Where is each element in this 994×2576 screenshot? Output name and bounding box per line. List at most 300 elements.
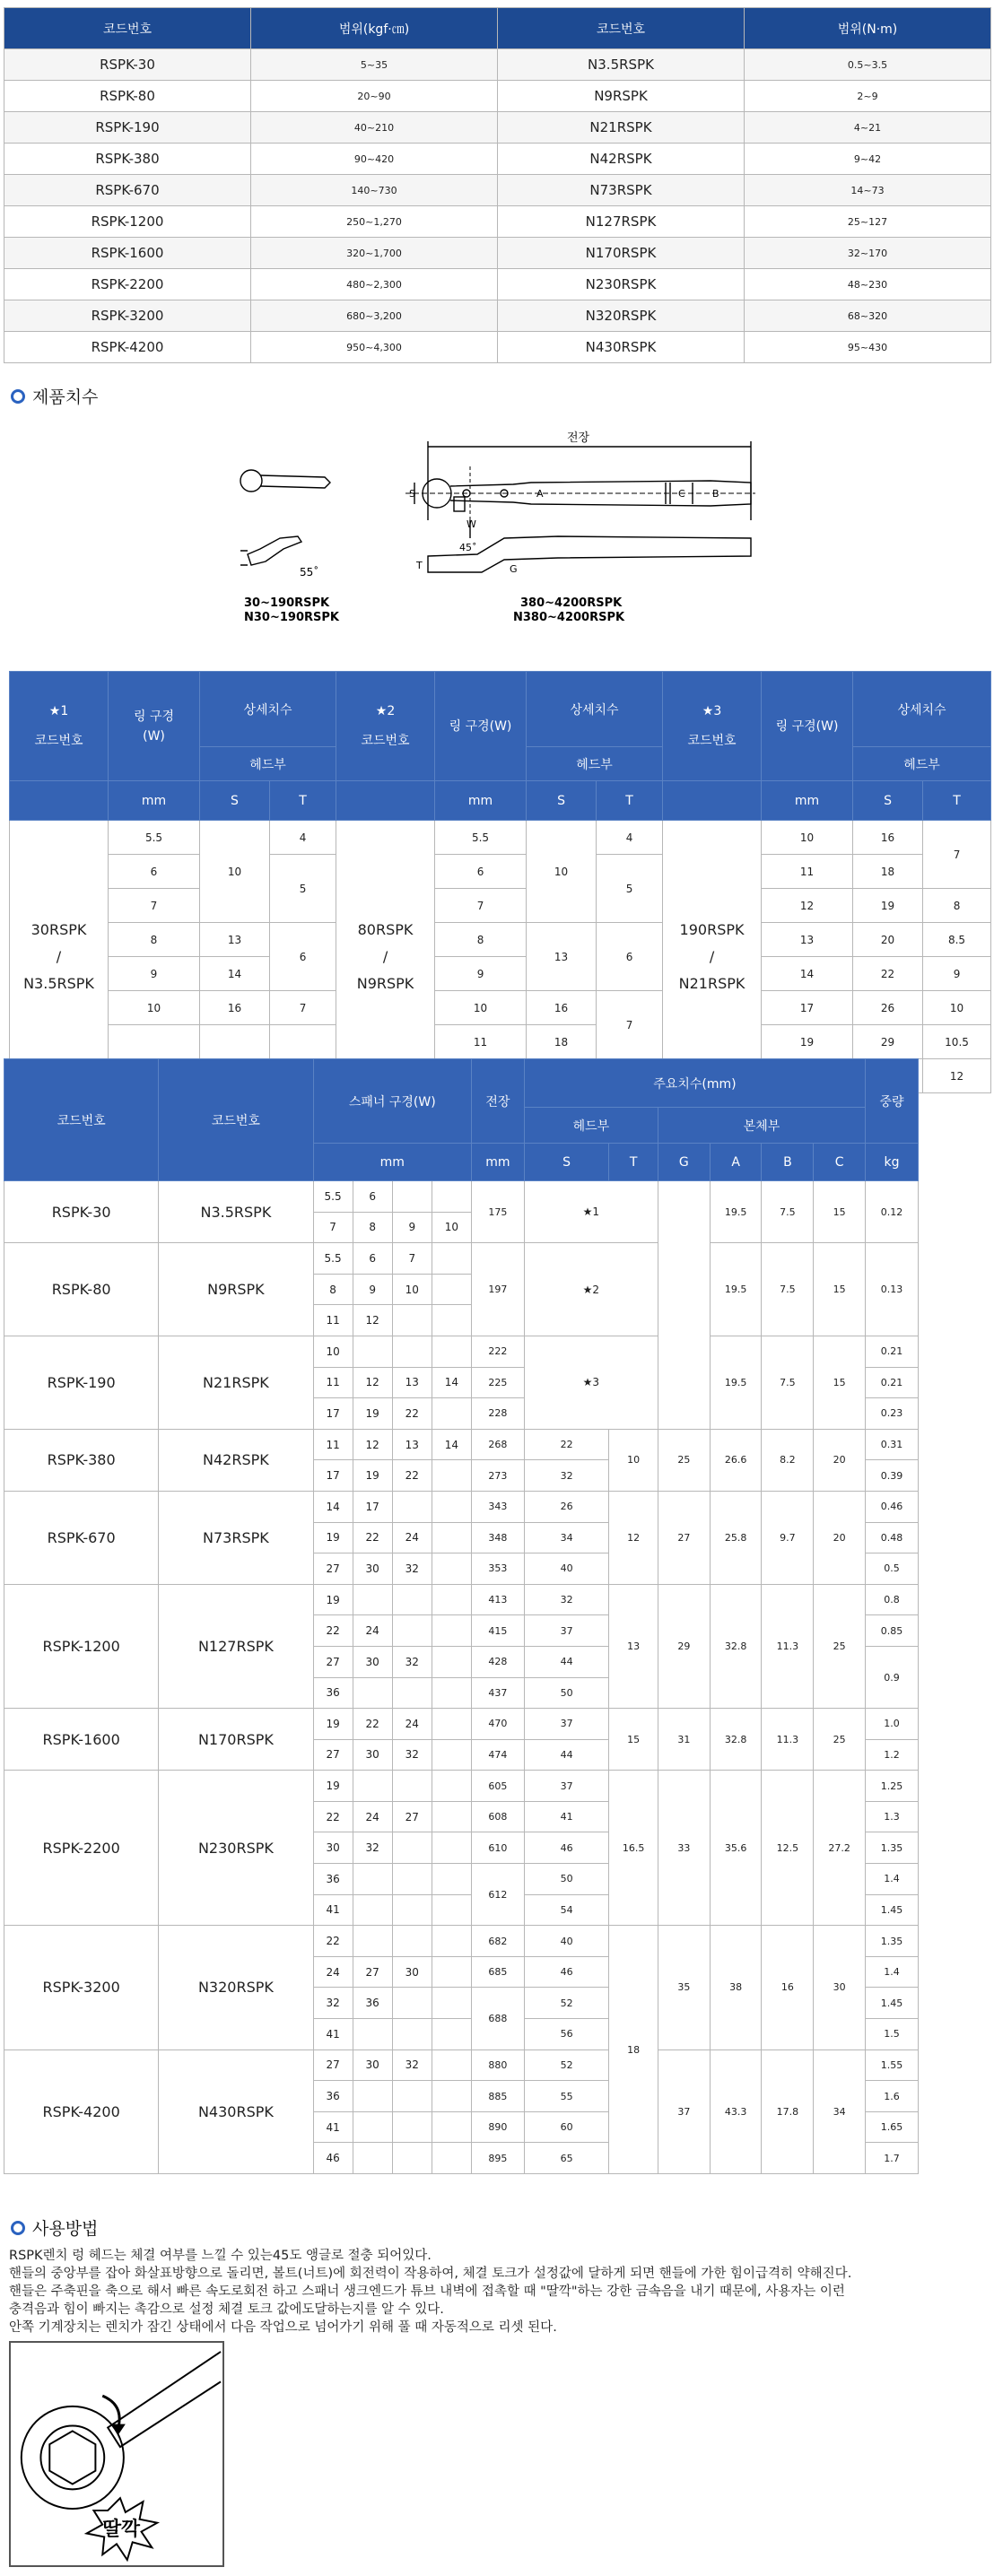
range-kgf: 950~4,300 [251, 332, 498, 363]
spanner-cell: 19 [313, 1771, 353, 1802]
length-cell: 612 [472, 1864, 525, 1926]
label-a: A [536, 488, 544, 500]
s-cell: 56 [524, 2019, 609, 2050]
main-header-mm: mm [313, 1144, 471, 1181]
spanner-cell [432, 2143, 471, 2174]
weight-cell: 1.2 [866, 1739, 919, 1771]
range-row [4, 238, 991, 269]
spanner-cell: 10 [392, 1274, 432, 1305]
weight-cell: 0.8 [866, 1584, 919, 1615]
s-cell: 52 [524, 2049, 609, 2081]
range-nm: 48~230 [745, 269, 991, 300]
c-cell: 15 [814, 1243, 866, 1336]
spanner-cell [432, 1615, 471, 1647]
length-cell: 895 [472, 2143, 525, 2174]
spanner-cell: 8 [353, 1212, 392, 1243]
spanner-cell: 30 [392, 1956, 432, 1988]
range-code-n: N170RSPK [498, 238, 745, 269]
spanner-cell: 13 [392, 1429, 432, 1460]
label-c: C [678, 488, 685, 500]
b-cell: 11.3 [762, 1709, 814, 1771]
spanner-cell [353, 2019, 392, 2050]
main-code1: RSPK-190 [4, 1336, 159, 1429]
spanner-cell: 11 [313, 1367, 353, 1398]
main-header-s: S [524, 1144, 609, 1181]
main-row [4, 1491, 919, 1522]
label-b: B [712, 488, 719, 500]
spanner-cell: 17 [353, 1491, 392, 1522]
main-code1: RSPK-380 [4, 1429, 159, 1491]
mm-header: mm [435, 781, 527, 821]
b-cell: 12.5 [762, 1771, 814, 1926]
weight-cell: 0.12 [866, 1181, 919, 1243]
code-1: 30RSPK [31, 920, 87, 938]
ring-cell: 7 [109, 889, 200, 923]
s-cell: 26 [524, 1491, 609, 1522]
code-blank-header [336, 781, 435, 821]
c-cell: 15 [814, 1181, 866, 1243]
spanner-cell: 27 [392, 1801, 432, 1832]
code-1: 80RSPK [357, 920, 414, 938]
main-header-a: A [710, 1144, 762, 1181]
code-slash: / [56, 947, 62, 965]
spanner-cell: 41 [313, 1894, 353, 1926]
main-row [4, 1429, 919, 1460]
spanner-cell: 36 [313, 1864, 353, 1895]
t-header: T [597, 781, 663, 821]
ring-cell: 11 [435, 1025, 527, 1059]
t-cell: 18 [609, 1926, 658, 2174]
length-cell: 890 [472, 2111, 525, 2143]
t-cell: 4 [270, 821, 336, 855]
range-row [4, 206, 991, 238]
label-s: S [409, 488, 415, 500]
spanner-cell [392, 2019, 432, 2050]
a-cell: 19.5 [710, 1181, 762, 1243]
spanner-cell: 24 [392, 1522, 432, 1553]
ring-header [435, 672, 527, 781]
ring-cell: 5.5 [109, 821, 200, 855]
range-nm: 2~9 [745, 81, 991, 112]
spanner-cell: 22 [313, 1926, 353, 1957]
main-header-head: 헤드부 [524, 1108, 658, 1144]
main-row [4, 1243, 919, 1275]
spanner-cell [432, 1646, 471, 1677]
head-part-header: 헤드부 [200, 747, 336, 781]
main-header-mm2: mm [472, 1144, 525, 1181]
s-cell: 16 [200, 991, 270, 1025]
main-header-kg: kg [866, 1144, 919, 1181]
length-cell: 175 [472, 1181, 525, 1243]
spanner-cell: 30 [353, 1739, 392, 1771]
t-cell: 5 [270, 855, 336, 923]
weight-cell: 1.6 [866, 2081, 919, 2112]
length-cell: 222 [472, 1336, 525, 1367]
main-row [4, 1181, 919, 1213]
spanner-cell [392, 1988, 432, 2019]
s-cell: 55 [524, 2081, 609, 2112]
head-code-cell [10, 821, 109, 1093]
usage-title: 사용방법 [32, 2219, 99, 2239]
spanner-cell [432, 1771, 471, 1802]
t-cell: 10 [923, 991, 991, 1025]
small-wrench-drawing [240, 470, 330, 565]
c-cell: 25 [814, 1584, 866, 1708]
g-cell: 27 [658, 1491, 710, 1584]
spanner-cell: 24 [392, 1709, 432, 1740]
spanner-cell [432, 2049, 471, 2081]
s-cell: 40 [524, 1926, 609, 1957]
ring-cell: 10 [762, 821, 853, 855]
s-cell: 44 [524, 1646, 609, 1677]
dimensions-section-heading [11, 384, 98, 408]
main-code2: N42RSPK [159, 1429, 313, 1491]
main-code2: N21RSPK [159, 1336, 313, 1429]
large-caption-2: N380~4200RSPK [513, 611, 625, 624]
spanner-cell [392, 1864, 432, 1895]
click-sound-label: 딸깍 [102, 2518, 141, 2541]
t-cell: 8 [923, 889, 991, 923]
c-cell: 20 [814, 1429, 866, 1491]
length-cell: 608 [472, 1801, 525, 1832]
main-header-weight: 중량 [866, 1059, 919, 1144]
t-cell: 12 [609, 1491, 658, 1584]
spanner-cell: 36 [353, 1988, 392, 2019]
t-cell: 5 [597, 855, 663, 923]
weight-cell: 0.21 [866, 1336, 919, 1367]
spanner-cell: 7 [313, 1212, 353, 1243]
spanner-cell: 12 [353, 1367, 392, 1398]
a-cell: 43.3 [710, 2049, 762, 2173]
range-kgf: 680~3,200 [251, 300, 498, 332]
spanner-cell [432, 1398, 471, 1430]
c-cell: 15 [814, 1336, 866, 1429]
s-cell: 26 [853, 991, 923, 1025]
spanner-cell: 5.5 [313, 1243, 353, 1275]
range-row [4, 175, 991, 206]
spanner-cell: 6 [353, 1243, 392, 1275]
head-row [10, 991, 991, 1025]
main-row [4, 1771, 919, 1802]
head-row [10, 821, 991, 855]
main-code2: N73RSPK [159, 1491, 313, 1584]
t-cell: 16.5 [609, 1771, 658, 1926]
ring-cell: 14 [762, 957, 853, 991]
range-kgf: 250~1,270 [251, 206, 498, 238]
spanner-cell: 22 [392, 1398, 432, 1430]
range-header-nm: 범위(N·m) [745, 8, 991, 49]
ring-cell [109, 1025, 200, 1059]
s-cell: 65 [524, 2143, 609, 2174]
s-cell [200, 1025, 270, 1059]
code-2: N21RSPK [678, 974, 746, 992]
length-cell: 437 [472, 1677, 525, 1709]
ring-cell: 7 [435, 889, 527, 923]
spanner-cell: 30 [353, 1553, 392, 1585]
spanner-cell: 30 [313, 1832, 353, 1864]
b-cell: 17.8 [762, 2049, 814, 2173]
weight-cell: 0.48 [866, 1522, 919, 1553]
range-code-n: N320RSPK [498, 300, 745, 332]
spanner-cell: 32 [392, 1739, 432, 1771]
spanner-cell: 11 [313, 1429, 353, 1460]
weight-cell: 0.46 [866, 1491, 919, 1522]
length-cell: 685 [472, 1956, 525, 1988]
s-cell: 44 [524, 1739, 609, 1771]
spanner-cell: 32 [392, 1553, 432, 1585]
spanner-cell [353, 1926, 392, 1957]
spanner-cell [392, 2143, 432, 2174]
range-code: RSPK-1200 [4, 206, 251, 238]
spanner-cell [392, 1677, 432, 1709]
code-blank-header [663, 781, 762, 821]
main-header-row-1 [4, 1059, 919, 1108]
a-cell: 19.5 [710, 1243, 762, 1336]
range-kgf: 140~730 [251, 175, 498, 206]
b-cell: 11.3 [762, 1584, 814, 1708]
range-row [4, 49, 991, 81]
ring-cell: 8 [435, 923, 527, 957]
spanner-cell [353, 1864, 392, 1895]
head-part-header: 헤드부 [527, 747, 663, 781]
ring-cell: 10 [435, 991, 527, 1025]
spanner-cell [432, 2081, 471, 2112]
main-code1: RSPK-1200 [4, 1584, 159, 1708]
spanner-cell [353, 1894, 392, 1926]
g-cell [658, 1181, 710, 1430]
range-header-row [4, 8, 991, 49]
weight-cell: 0.13 [866, 1243, 919, 1336]
b-cell: 9.7 [762, 1491, 814, 1584]
ring-cell: 10 [109, 991, 200, 1025]
small-caption-2: N30~190RSPK [244, 611, 339, 624]
head-code-header [10, 672, 109, 781]
usage-section-heading [11, 2215, 98, 2240]
spanner-cell [432, 1801, 471, 1832]
main-dimensions-table [4, 1058, 919, 2174]
range-nm: 32~170 [745, 238, 991, 269]
range-nm: 0.5~3.5 [745, 49, 991, 81]
spanner-cell: 22 [392, 1460, 432, 1492]
range-code-n: N21RSPK [498, 112, 745, 144]
code-label: 코드번호 [361, 733, 410, 748]
t-cell: 6 [597, 923, 663, 991]
spanner-cell [432, 1460, 471, 1492]
length-cell: 415 [472, 1615, 525, 1647]
range-code-n: N430RSPK [498, 332, 745, 363]
a-cell: 26.6 [710, 1429, 762, 1491]
main-header-body: 본체부 [658, 1108, 865, 1144]
spanner-cell: 10 [313, 1336, 353, 1367]
spanner-cell: 30 [353, 2049, 392, 2081]
weight-cell: 1.55 [866, 2049, 919, 2081]
spanner-cell: 12 [353, 1305, 392, 1336]
head-row [10, 889, 991, 923]
spanner-cell: 14 [432, 1367, 471, 1398]
spanner-cell: 41 [313, 2111, 353, 2143]
spanner-cell: 19 [313, 1522, 353, 1553]
spanner-cell: 30 [353, 1646, 392, 1677]
head-code-header [663, 672, 762, 781]
range-kgf: 40~210 [251, 112, 498, 144]
range-code-n: N42RSPK [498, 144, 745, 175]
s-cell: 29 [853, 1025, 923, 1059]
range-row [4, 144, 991, 175]
main-code1: RSPK-1600 [4, 1709, 159, 1771]
code-2: N3.5RSPK [23, 974, 94, 992]
head-code-cell [663, 821, 762, 1093]
length-cell: 268 [472, 1429, 525, 1460]
a-cell: 32.8 [710, 1709, 762, 1771]
main-header-t: T [609, 1144, 658, 1181]
range-row [4, 112, 991, 144]
spanner-cell: 9 [392, 1212, 432, 1243]
main-code1: RSPK-2200 [4, 1771, 159, 1926]
arrowhead-icon [111, 2424, 126, 2435]
t-cell: 15 [609, 1709, 658, 1771]
ring-cell: 13 [762, 923, 853, 957]
spanner-cell [353, 1677, 392, 1709]
range-code-n: N230RSPK [498, 269, 745, 300]
length-cell: 885 [472, 2081, 525, 2112]
head-detail-table [9, 671, 991, 1093]
label-g: G [510, 563, 518, 575]
code-label: 코드번호 [687, 733, 737, 748]
weight-cell: 0.21 [866, 1367, 919, 1398]
spanner-cell: 27 [313, 1646, 353, 1677]
spanner-cell [432, 1956, 471, 1988]
length-cell: 474 [472, 1739, 525, 1771]
spanner-cell: 14 [313, 1491, 353, 1522]
weight-cell: 1.65 [866, 2111, 919, 2143]
spanner-cell [432, 1894, 471, 1926]
ring-cell: 9 [435, 957, 527, 991]
spanner-cell: 13 [392, 1367, 432, 1398]
spanner-cell [432, 1181, 471, 1213]
ring-cell: 12 [762, 889, 853, 923]
spanner-cell [392, 1181, 432, 1213]
usage-line: 핸들은 주축핀을 축으로 해서 빠른 속도로회전 하고 스패너 생크엔드가 튜브 내벽에 접촉할 때 "딸깍"하는 강한 금속음을 내기 때문에, 사용자는 이런 [9, 2284, 845, 2299]
spanner-cell [392, 1894, 432, 1926]
head-row [10, 923, 991, 957]
main-code1: RSPK-4200 [4, 2049, 159, 2173]
spanner-cell: 27 [313, 1739, 353, 1771]
b-cell: 8.2 [762, 1429, 814, 1491]
spanner-cell: 41 [313, 2019, 353, 2050]
angle-45-label: 45˚ [459, 542, 477, 553]
range-code-n: N3.5RSPK [498, 49, 745, 81]
label-w: W [466, 518, 476, 530]
t-cell: 9 [923, 957, 991, 991]
weight-cell: 1.35 [866, 1832, 919, 1864]
s-cell: 32 [524, 1460, 609, 1492]
spanner-cell: 19 [353, 1460, 392, 1492]
range-row [4, 269, 991, 300]
s-cell: 22 [853, 957, 923, 991]
spanner-cell [432, 1739, 471, 1771]
spanner-cell: 32 [313, 1988, 353, 2019]
range-kgf: 320~1,700 [251, 238, 498, 269]
code-1: 190RSPK [679, 920, 745, 938]
head-row [10, 855, 991, 889]
t-cell: 10 [609, 1429, 658, 1491]
s-cell: 34 [524, 1522, 609, 1553]
b-cell: 7.5 [762, 1243, 814, 1336]
spanner-cell [432, 1305, 471, 1336]
head-part-header: 헤드부 [853, 747, 991, 781]
ring-header [762, 672, 853, 781]
s-cell: 46 [524, 1956, 609, 1988]
spanner-cell [432, 1926, 471, 1957]
spanner-cell: 36 [313, 1677, 353, 1709]
length-cell: 880 [472, 2049, 525, 2081]
main-header-code2: 코드번호 [159, 1059, 313, 1181]
main-code2: N170RSPK [159, 1709, 313, 1771]
t-cell: 7 [270, 991, 336, 1025]
main-code2: N230RSPK [159, 1771, 313, 1926]
main-code2: N320RSPK [159, 1926, 313, 2049]
ring-label: 링 구경(W) [775, 718, 839, 734]
spanner-cell: 32 [392, 2049, 432, 2081]
a-cell: 35.6 [710, 1771, 762, 1926]
main-code1: RSPK-3200 [4, 1926, 159, 2049]
usage-line: 핸들의 중앙부를 잡아 화살표방향으로 돌리면, 볼트(너트)에 회전력이 작용하여, 체결 토크가 설정값에 달하게 되면 핸들에 가한 힘이급격히 약해진다. [9, 2267, 852, 2281]
s-cell: 37 [524, 1771, 609, 1802]
spanner-cell [432, 1274, 471, 1305]
main-code2: N9RSPK [159, 1243, 313, 1336]
s-cell: 13 [527, 923, 597, 991]
spanner-cell [392, 1336, 432, 1367]
spanner-cell [353, 2081, 392, 2112]
spanner-cell [432, 1584, 471, 1615]
range-row [4, 332, 991, 363]
main-code2: N430RSPK [159, 2049, 313, 2173]
spanner-cell: 24 [313, 1956, 353, 1988]
ring-cell: 17 [762, 991, 853, 1025]
a-cell: 38 [710, 1926, 762, 2049]
ring-cell: 5.5 [435, 821, 527, 855]
detail-header: 상세치수 [527, 672, 663, 747]
usage-text [9, 2247, 987, 2337]
length-cell: 428 [472, 1646, 525, 1677]
spanner-cell: 46 [313, 2143, 353, 2174]
main-row [4, 2049, 919, 2081]
spanner-cell [353, 1771, 392, 1802]
head-header-row-3 [10, 781, 991, 821]
spanner-cell: 17 [313, 1398, 353, 1430]
main-header-spanner: 스패너 구경(W) [313, 1059, 471, 1144]
spanner-cell [432, 2019, 471, 2050]
b-cell: 16 [762, 1926, 814, 2049]
weight-cell: 1.45 [866, 1894, 919, 1926]
s-cell: 60 [524, 2111, 609, 2143]
spanner-cell: 10 [432, 1212, 471, 1243]
weight-cell: 1.35 [866, 1926, 919, 1957]
range-header-kgf: 범위(kgf·㎝) [251, 8, 498, 49]
range-code: RSPK-670 [4, 175, 251, 206]
range-nm: 25~127 [745, 206, 991, 238]
spanner-cell [392, 2081, 432, 2112]
range-code: RSPK-190 [4, 112, 251, 144]
spanner-cell: 24 [353, 1801, 392, 1832]
s-cell: 52 [524, 1988, 609, 2019]
t-cell: 8.5 [923, 923, 991, 957]
s-cell: 18 [853, 855, 923, 889]
s-cell: 37 [524, 1709, 609, 1740]
weight-cell: 0.5 [866, 1553, 919, 1585]
t-cell: 7 [597, 991, 663, 1059]
spanner-cell: 19 [313, 1709, 353, 1740]
